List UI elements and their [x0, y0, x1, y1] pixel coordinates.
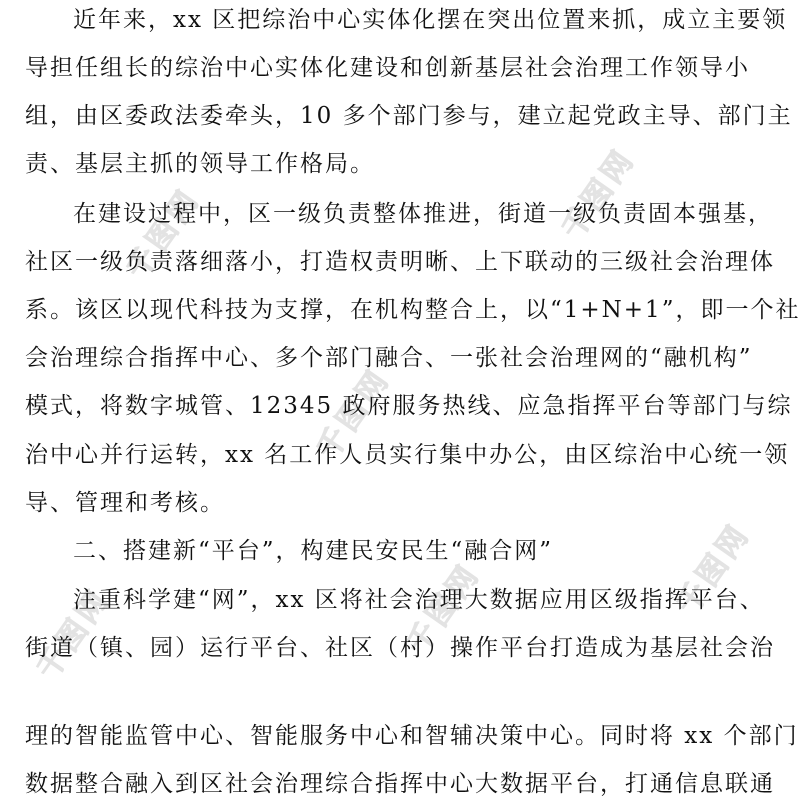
text-line: 导担任组长的综治中心实体化建设和创新基层社会治理工作领导小: [25, 55, 750, 81]
watermark-text: 千图网: [400, 557, 488, 661]
text-line: 治中心并行运转，xx 名工作人员实行集中办公，由区综治中心统一领: [25, 442, 790, 468]
section-heading: 二、搭建新“平台”，构建民安民生“融合网”: [73, 538, 554, 564]
text-line: 街道（镇、园）运行平台、社区（村）操作平台打造成为基层社会治: [25, 635, 775, 661]
text-line: 导、管理和考核。: [25, 490, 225, 516]
text-line: 理的智能监管中心、智能服务中心和智辅决策中心。同时将 xx 个部门: [25, 723, 799, 749]
watermark-text: 千图网: [30, 582, 118, 686]
text-line: 社区一级负责落细落小，打造权责明晰、上下联动的三级社会治理体: [25, 249, 775, 275]
watermark-text: 千图网: [670, 517, 758, 621]
text-line: 注重科学建“网”，xx 区将社会治理大数据应用区级指挥平台、: [73, 587, 765, 613]
text-line: 数据整合融入到区社会治理综合指挥中心大数据平台，打通信息联通: [25, 771, 775, 797]
text-line: 近年来，xx 区把综治中心实体化摆在突出位置来抓，成立主要领: [73, 7, 788, 33]
watermark-text: 千图网: [310, 362, 398, 466]
text-line: 模式，将数字城管、12345 政府服务热线、应急指挥平台等部门与综: [25, 393, 793, 419]
text-line: 系。该区以现代科技为支撑，在机构整合上，以“1+N+1”，即一个社: [25, 297, 800, 323]
text-line: 责、基层主抓的领导工作格局。: [25, 151, 375, 177]
text-line: 组，由区委政法委牵头，10 多个部门参与，建立起党政主导、部门主: [25, 103, 793, 129]
watermark-text: 千图网: [120, 182, 208, 286]
text-line: 会治理综合指挥中心、多个部门融合、一张社会治理网的“融机构”: [25, 345, 753, 371]
text-line: 在建设过程中，区一级负责整体推进，街道一级负责固本强基，: [73, 201, 773, 227]
watermark-text: 千图网: [555, 142, 643, 246]
